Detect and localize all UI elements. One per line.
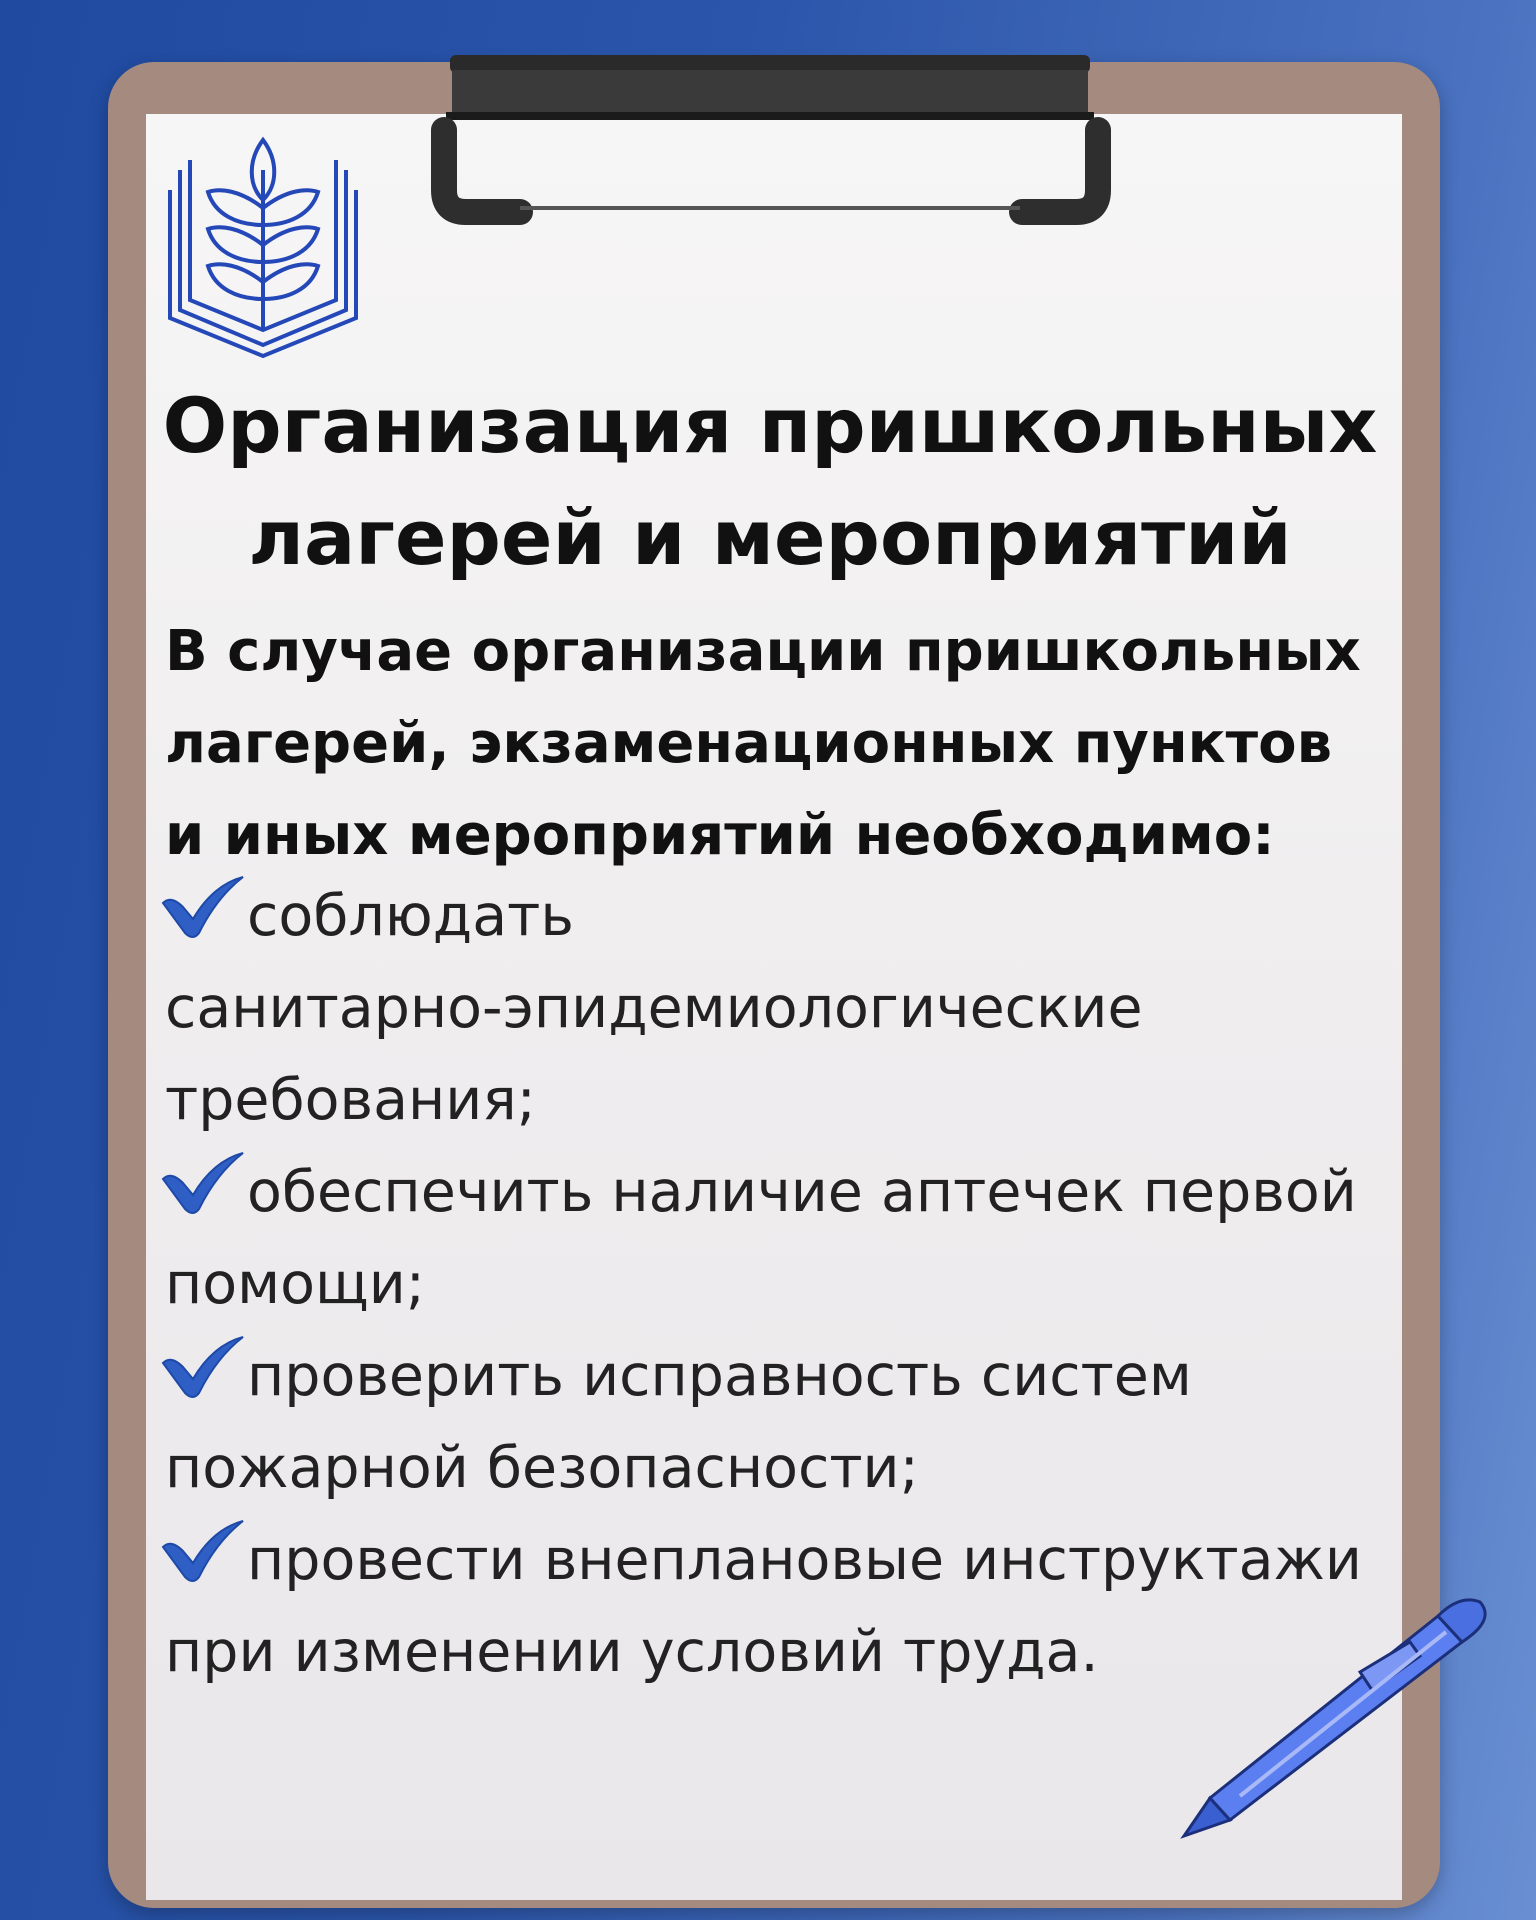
check-icon (157, 1147, 247, 1217)
title-line: лагерей и мероприятий (248, 493, 1292, 582)
list-item-line: провести внеплановые инструктажи (247, 1527, 1362, 1593)
list-item-line: пожарной безопасности; (165, 1435, 919, 1501)
wheat-book-logo-icon (160, 130, 366, 360)
pen-icon (1170, 1580, 1520, 1860)
intro-line: лагерей, экзаменационных пунктов (165, 711, 1333, 776)
list-item-line: обеспечить наличие аптечек первой (247, 1159, 1357, 1225)
list-item (165, 870, 1395, 1146)
list-item-line: санитарно-эпидемиологические (165, 975, 1143, 1041)
requirements-list (165, 870, 1395, 1698)
check-icon (157, 1515, 247, 1585)
check-icon (157, 871, 247, 941)
list-item-line: при изменении условий труда. (165, 1619, 1099, 1685)
intro-line: и иных мероприятий необходимо: (165, 803, 1275, 868)
list-item-line: соблюдать (247, 883, 574, 949)
list-item-line: требования; (165, 1067, 536, 1133)
title-line: Организация пришкольных (162, 381, 1378, 470)
intro-line: В случае организации пришкольных (165, 619, 1361, 684)
list-item (165, 1330, 1395, 1514)
list-item-line: помощи; (165, 1251, 425, 1317)
intro-text (165, 606, 1395, 882)
list-item (165, 1146, 1395, 1330)
check-icon (157, 1331, 247, 1401)
page-title (150, 370, 1390, 594)
list-item-line: проверить исправность систем (247, 1343, 1192, 1409)
